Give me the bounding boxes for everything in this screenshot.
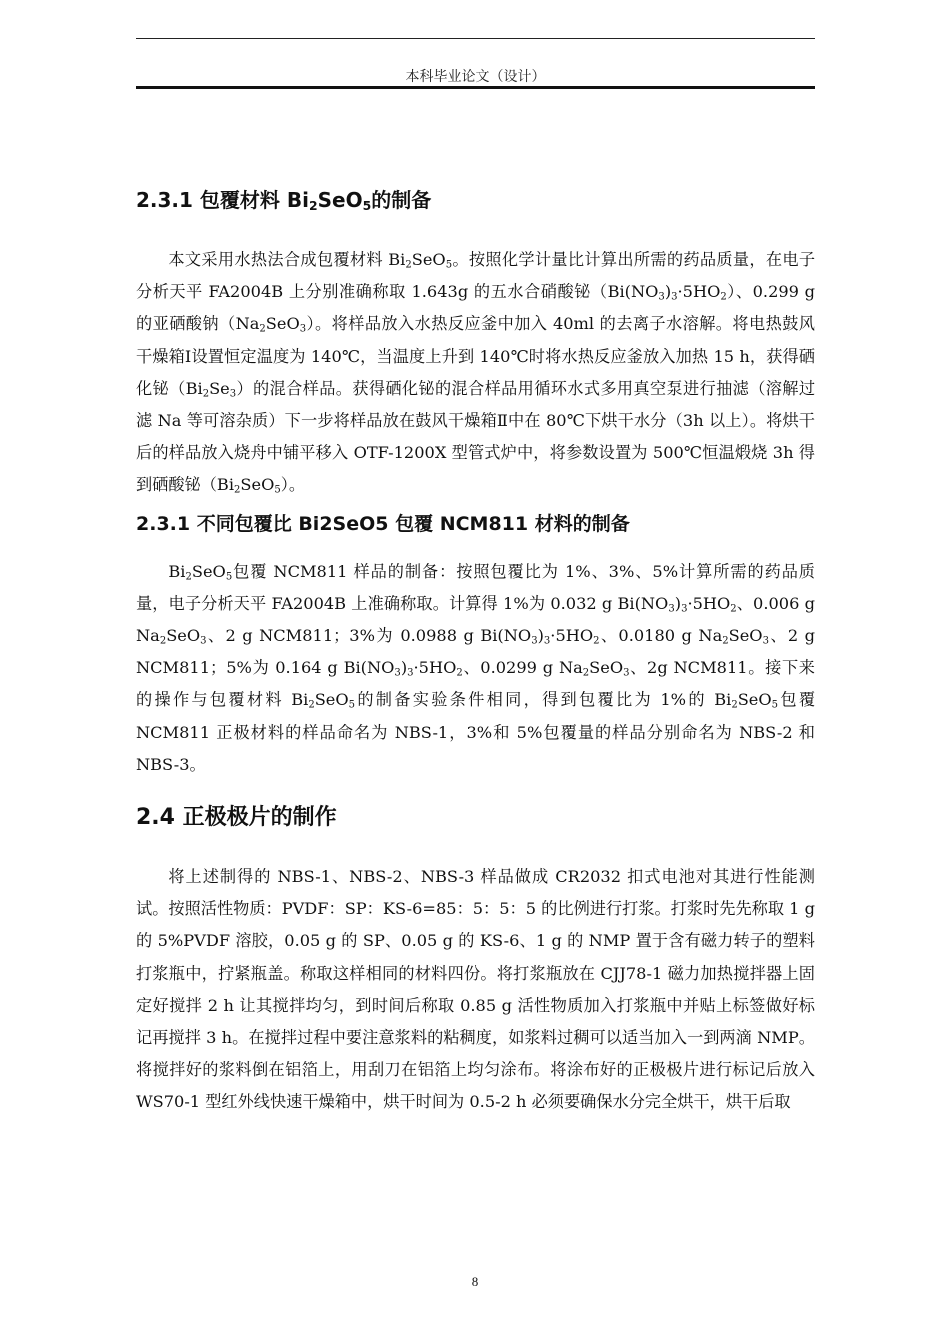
subscript-run: 2 bbox=[259, 323, 266, 335]
text-run: SeO bbox=[265, 314, 300, 334]
text-run: 、2g NCM811。接下来的操作与包覆材料 Bi bbox=[136, 658, 815, 710]
text-run: ·5HO bbox=[677, 282, 721, 302]
subscript-run: 5 bbox=[225, 571, 233, 583]
subscript-run: 3 bbox=[762, 635, 769, 647]
text-run: 、0.006 g Na bbox=[136, 593, 815, 646]
subscript-run: 2 bbox=[720, 291, 727, 303]
subscript-run: 2 bbox=[234, 484, 241, 496]
text-run: 、2 g NCM811；3%为 0.0988 g Bi(NO bbox=[206, 626, 532, 646]
subscript-run: 2 bbox=[722, 635, 729, 647]
subscript-run: 5 bbox=[348, 699, 356, 711]
text-run: SeO bbox=[589, 658, 624, 678]
body-content bbox=[136, 186, 815, 1119]
text-run: SeO bbox=[317, 188, 363, 212]
text-run: 包覆 NCM811 正极材料的样品命名为 NBS-1，3%和 5%包覆量的样品分别命名为 NBS-2 和 NBS-3。 bbox=[136, 690, 816, 774]
text-run: 本文采用水热法合成包覆材料 Bi bbox=[168, 250, 406, 269]
paragraph-coating-preparation bbox=[136, 556, 815, 781]
text-run: SeO bbox=[166, 626, 201, 646]
subscript-run: 3 bbox=[229, 388, 237, 400]
text-run: 的制备实验条件相同，得到包覆比为 1%的 Bi bbox=[355, 690, 732, 710]
text-run: ·5HO bbox=[550, 626, 594, 646]
text-run: ）。 bbox=[280, 475, 306, 495]
text-run: SeO bbox=[314, 690, 349, 710]
subscript-run: 3 bbox=[671, 291, 678, 303]
text-run: SeO bbox=[411, 250, 446, 269]
text-run: 、0.0180 g Na bbox=[599, 626, 723, 646]
text-run: ) bbox=[674, 593, 682, 613]
subscript-run: 2 bbox=[185, 571, 192, 583]
subscript-run: 3 bbox=[658, 291, 665, 303]
text-run: ) bbox=[400, 658, 408, 678]
subscript-run: 2 bbox=[582, 667, 590, 679]
subscript-run: 5 bbox=[771, 699, 779, 711]
text-run: ·5HO bbox=[413, 658, 457, 678]
subscript-run: 3 bbox=[299, 323, 307, 335]
subscript-run: 3 bbox=[407, 667, 414, 679]
text-run: SeO bbox=[191, 561, 226, 581]
subscript-run: 2 bbox=[593, 635, 600, 647]
text-run: Se bbox=[209, 378, 230, 398]
subscript-run: 5 bbox=[274, 484, 281, 496]
header-rule-bottom bbox=[136, 86, 815, 89]
subscript-run: 3 bbox=[200, 635, 207, 647]
text-run: 的制备 bbox=[371, 188, 432, 212]
page-number: 8 bbox=[471, 1274, 479, 1289]
header-rule-top bbox=[136, 38, 815, 39]
section-heading-2-4: 2.4 正极极片的制作 bbox=[136, 805, 337, 831]
text-run: ）、0.299 g 的亚硒酸钠（Na bbox=[136, 282, 816, 334]
text-run: SeO bbox=[737, 690, 772, 710]
subscript-run: 3 bbox=[668, 603, 675, 615]
subscript-run: 5 bbox=[362, 198, 372, 214]
section-heading-2-3-1-coating-ratio: 2.3.1 不同包覆比 Bi2SeO5 包覆 NCM811 材料的制备 bbox=[136, 512, 630, 535]
text-run: ·5HO bbox=[687, 593, 731, 613]
subscript-run: 5 bbox=[445, 259, 453, 271]
subscript-run: 2 bbox=[159, 635, 167, 647]
text-run: SeO bbox=[240, 475, 275, 495]
subscript-run: 2 bbox=[308, 699, 315, 711]
paragraph-bi2seo5-synthesis bbox=[136, 244, 815, 502]
subscript-run: 3 bbox=[394, 667, 401, 679]
section-heading-2-3-1-bi2seo5 bbox=[136, 186, 815, 214]
text-run: 、2 g NCM811；5%为 0.164 g Bi(NO bbox=[136, 626, 816, 678]
running-header: 本科毕业论文（设计） bbox=[405, 69, 546, 85]
text-run: ）。将样品放入水热反应釜中加入 40ml 的去离子水溶解。将电热鼓风干燥箱Ⅰ设置恒定温度为 140℃，当温度上升到 140℃时将水热反应釜放入加热 15 h，获得硒化铋（Bi bbox=[136, 314, 815, 398]
subscript-run: 2 bbox=[308, 198, 318, 214]
subscript-run: 2 bbox=[405, 259, 412, 271]
text-run: 包覆 NCM811 样品的制备：按照包覆比为 1%、3%、5%计算所需的药品质量，电子分析天平 FA2004B 上准确称取。计算得 1%为 0.032 g Bi(NO bbox=[136, 561, 815, 613]
text-run: ）的混合样品。获得硒化铋的混合样品用循环水式多用真空泵进行抽滤（溶解过滤 Na 等可溶杂质）下一步将样品放在鼓风干燥箱Ⅱ中在 80℃下烘干水分（3h 以上）。将烘干后的样品放入烧舟中铺平移入 OTF-1200X 型管式炉中，将参数设置为 500℃恒温煅烧 3h 得到硒酸铋（Bi bbox=[136, 378, 816, 495]
text-run: ) bbox=[664, 282, 672, 302]
subscript-run: 2 bbox=[456, 667, 463, 679]
subscript-run: 3 bbox=[543, 635, 551, 647]
text-run: Bi bbox=[168, 561, 186, 581]
subscript-run: 3 bbox=[623, 667, 630, 679]
text-run: ) bbox=[537, 626, 544, 646]
subscript-run: 2 bbox=[202, 388, 210, 400]
paragraph-electrode-fabrication: 将上述制得的 NBS-1、NBS-2、NBS-3 样品做成 CR2032 扣式电池对其进行性能测试。按照活性物质：PVDF：SP：KS-6=85：5：5：5 的比例进行打浆。打浆时先先称取 1 g 的 5%PVDF 溶胶，0.05 g 的 SP、0.05 g 的 KS-6、1 g 的 NMP 置于含有磁力转子的塑料打浆瓶中，拧紧瓶盖。称取这样相同的材料四份。将打浆瓶放在 CJJ78-1 磁力加热搅拌器上固定好搅拌 2 h 让其搅拌均匀，到时间后称取 0.85 g 活性物质加入打浆瓶中并贴上标签做好标记再搅拌 3 h。在搅拌过程中要注意浆料的粘稠度，如浆料过稠可以适当加入一到两滴 NMP。将搅拌好的浆料倒在铝箔上，用刮刀在铝箔上均匀涂布。将涂布好的正极极片进行标记后放入 WS70-1 型红外线快速干燥箱中，烘干时间为 0.5-2 h 必须要确保水分完全烘干，烘干后取 bbox=[136, 867, 815, 1112]
text-run: SeO bbox=[728, 626, 763, 646]
text-run: 、0.0299 g Na bbox=[462, 658, 583, 678]
subscript-run: 3 bbox=[531, 635, 538, 647]
subscript-run: 3 bbox=[681, 603, 688, 615]
subscript-run: 2 bbox=[731, 699, 738, 711]
subscript-run: 2 bbox=[730, 603, 737, 615]
text-run: 2.3.1 包覆材料 Bi bbox=[136, 188, 309, 212]
text-run: 。按照化学计量比计算出所需的药品质量，在电子分析天平 FA2004B 上分别准确称取 1.643g 的五水合硝酸铋（Bi(NO bbox=[136, 250, 816, 302]
